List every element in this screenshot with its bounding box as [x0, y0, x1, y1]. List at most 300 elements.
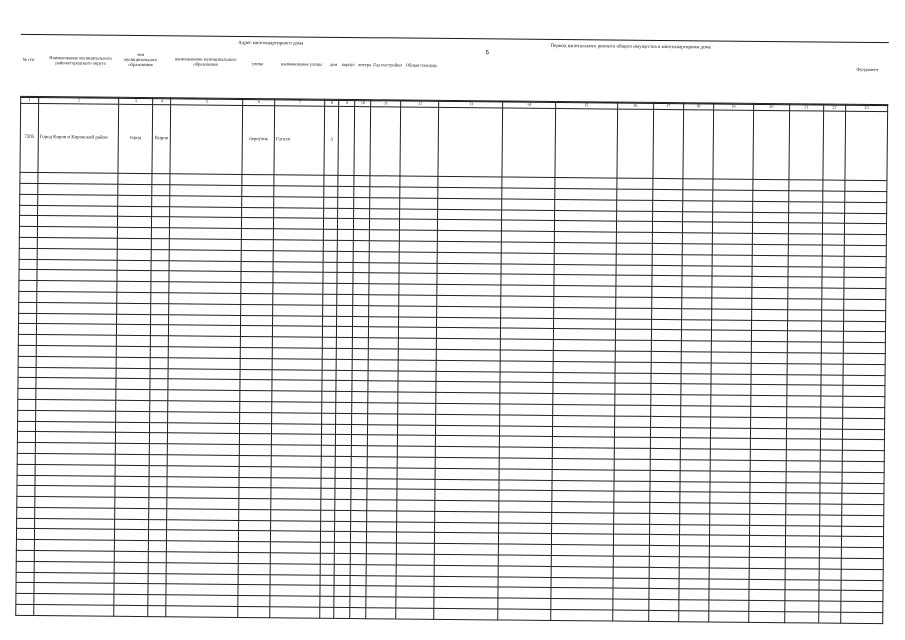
settlement-type-spacer-cell [149, 444, 167, 455]
header-col-house: дом [329, 61, 338, 67]
table-header [20, 34, 889, 106]
municipal-district-cell [34, 540, 114, 552]
street-type-cell [242, 207, 274, 218]
municipal-district-cell [35, 518, 115, 530]
settlement-type-cell [115, 454, 149, 465]
period-meters-cell [750, 439, 786, 450]
period-elevator-cell [680, 427, 710, 438]
litera-cell [353, 316, 369, 327]
row-number-cell [17, 486, 35, 497]
street-name-cell [272, 402, 322, 413]
row-number-cell [20, 205, 38, 216]
settlement-type-spacer-cell [150, 368, 168, 379]
settlement-type-cell [115, 433, 149, 444]
row-number-cell [16, 604, 34, 615]
period-heat-cell [709, 568, 749, 579]
litera-cell [353, 348, 369, 359]
row-number-cell [16, 594, 34, 605]
period-meters-cell [751, 320, 787, 331]
settlement-type-cell [114, 541, 148, 552]
period-elevator-cell [679, 524, 709, 535]
period-foundation-cell [841, 515, 883, 526]
period-meters-cell [750, 482, 786, 493]
column-number: 19 [713, 103, 753, 110]
period-basement-cell [554, 253, 616, 264]
house-number-cell [323, 283, 337, 294]
page-number: 5 [485, 50, 490, 57]
street-name-cell: Гоголя [274, 106, 325, 176]
period-facade-cell [500, 436, 552, 447]
street-name-cell [274, 186, 324, 197]
row-number-cell [17, 442, 35, 453]
period-meters-cell [752, 201, 788, 212]
settlement-type-spacer-cell [148, 584, 166, 595]
period-lifts-cell [822, 202, 844, 213]
period-basement-cell [552, 448, 614, 459]
period-utilities-cell [615, 351, 651, 362]
column-number: 9 [339, 99, 355, 106]
municipal-district-cell [35, 507, 115, 519]
settlement-name-cell [168, 336, 240, 347]
period-fire-cell [786, 428, 820, 439]
period-roof-cell [437, 349, 501, 360]
settlement-type-cell [118, 173, 152, 184]
settlement-type-spacer-cell [151, 293, 169, 304]
period-lifts-cell [820, 439, 842, 450]
period-elevator-cell [680, 470, 710, 481]
period-meters-cell [751, 385, 787, 396]
settlement-name-cell [167, 465, 239, 476]
period-elevator-cell [683, 110, 714, 179]
period-gas-cell [651, 319, 681, 330]
period-meters-cell [749, 525, 785, 536]
period-heat-cell [711, 309, 751, 320]
row-number-cell [17, 507, 35, 518]
column-number: 7 [275, 99, 325, 106]
total-area-cell [396, 597, 434, 608]
row-number-cell [18, 324, 36, 335]
street-name-cell [270, 596, 320, 607]
litera-cell [353, 327, 369, 338]
period-fire-cell [787, 374, 821, 385]
period-heat-cell [709, 546, 749, 557]
total-area-cell [399, 327, 437, 338]
total-area-cell [397, 532, 435, 543]
municipal-district-cell [34, 605, 114, 617]
house-number-cell [320, 575, 334, 586]
period-roof-cell [436, 403, 500, 414]
period-heat-cell [712, 244, 752, 255]
municipal-district-cell [36, 345, 116, 357]
street-name-cell [271, 488, 321, 499]
build-year-cell [370, 219, 400, 230]
street-name-cell [273, 326, 323, 337]
house-number-cell [323, 316, 337, 327]
period-basement-cell [553, 286, 615, 297]
period-facade-cell [499, 479, 551, 490]
settlement-type-spacer-cell [148, 595, 166, 606]
period-meters-cell [751, 309, 787, 320]
period-lifts-cell [822, 223, 844, 234]
house-number-cell [321, 543, 335, 554]
period-heat-cell [712, 190, 752, 201]
period-gas-cell [650, 438, 680, 449]
period-facade-cell [501, 274, 553, 285]
period-heat-cell [711, 363, 751, 374]
period-basement-cell [552, 469, 614, 480]
period-foundation-cell [842, 472, 884, 483]
header-col-basement [557, 62, 619, 63]
period-elevator-cell [680, 395, 710, 406]
header-col-settlement: наименование муниципального образования [174, 56, 237, 67]
period-facade-cell [502, 188, 554, 199]
period-lifts-cell [821, 396, 843, 407]
period-basement-cell [554, 232, 616, 243]
settlement-name-cell [167, 498, 239, 509]
settlement-name-cell [170, 174, 242, 185]
municipal-district-cell [35, 432, 115, 444]
period-elevator-cell [681, 373, 711, 384]
period-basement-cell [550, 599, 612, 610]
period-basement-cell [552, 415, 614, 426]
settlement-name-cell [169, 239, 241, 250]
period-fire-cell [785, 579, 819, 590]
row-number-cell [16, 550, 34, 561]
street-type-cell [238, 553, 270, 564]
period-facade-cell [498, 577, 550, 588]
korpus-cell [335, 456, 351, 467]
litera-cell [354, 176, 370, 187]
municipal-district-cell [37, 270, 117, 282]
period-fire-cell [788, 191, 822, 202]
house-number-cell [322, 402, 336, 413]
settlement-type-cell [115, 519, 149, 530]
period-fire-cell [786, 493, 820, 504]
period-utilities-cell [613, 491, 649, 502]
build-year-cell [369, 251, 399, 262]
street-name-cell [273, 283, 323, 294]
period-meters-cell [753, 180, 789, 191]
korpus-cell [335, 499, 351, 510]
house-number-cell [323, 348, 337, 359]
period-fire-cell [789, 111, 824, 181]
column-number: 3 [119, 97, 153, 104]
house-number-cell [321, 510, 335, 521]
period-meters-cell [751, 342, 787, 353]
settlement-type-spacer-cell [148, 573, 166, 584]
street-name-cell [274, 218, 324, 229]
settlement-type-cell [117, 281, 151, 292]
street-type-cell [240, 423, 272, 434]
period-gas-cell [649, 546, 679, 557]
korpus-cell [337, 262, 353, 273]
total-area-cell [397, 543, 435, 554]
korpus-cell [337, 338, 353, 349]
municipal-district-cell [34, 583, 114, 595]
period-facade-cell [499, 533, 551, 544]
litera-cell [351, 489, 367, 500]
period-foundation-cell [840, 612, 882, 623]
period-foundation-cell [841, 569, 883, 580]
period-elevator-cell [681, 384, 711, 395]
period-fire-cell [787, 299, 821, 310]
period-elevator-cell [681, 341, 711, 352]
house-number-cell [322, 370, 336, 381]
period-facade-cell [501, 361, 553, 372]
street-name-cell [272, 348, 322, 359]
litera-cell [352, 424, 368, 435]
period-fire-cell [787, 342, 821, 353]
header-group-address: Адрес многоквартирного дома [238, 40, 304, 47]
period-facade-cell [502, 177, 554, 188]
period-utilities-cell [616, 232, 652, 243]
municipal-district-cell [37, 302, 117, 314]
row-number-cell [17, 421, 35, 432]
korpus-cell [335, 489, 351, 500]
settlement-type-cell [115, 465, 149, 476]
row-number-cell [17, 518, 35, 529]
settlement-type-spacer-cell [150, 411, 168, 422]
house-number-cell [324, 197, 338, 208]
total-area-cell [399, 306, 437, 317]
street-name-cell [271, 542, 321, 553]
settlement-name-cell [168, 347, 240, 358]
period-elevator-cell [680, 406, 710, 417]
municipal-district-cell [36, 356, 116, 368]
settlement-type-cell [117, 260, 151, 271]
street-name-cell [273, 272, 323, 283]
period-elevator-cell [681, 362, 711, 373]
settlement-type-spacer-cell [151, 249, 169, 260]
settlement-type-spacer-cell [149, 498, 167, 509]
settlement-name-cell [169, 250, 241, 261]
litera-cell [354, 208, 370, 219]
period-facade-cell [502, 210, 554, 221]
period-fire-cell [786, 482, 820, 493]
period-utilities-cell [614, 405, 650, 416]
period-foundation-cell [843, 386, 885, 397]
korpus-cell [337, 305, 353, 316]
period-fire-cell [787, 363, 821, 374]
period-gas-cell [650, 449, 680, 460]
period-gas-cell [651, 287, 681, 298]
street-type-cell [239, 499, 271, 510]
period-facade-cell [502, 108, 555, 178]
street-type-cell [238, 585, 270, 596]
build-year-cell [367, 554, 397, 565]
korpus-cell [337, 316, 353, 327]
row-number-cell [17, 453, 35, 464]
period-facade-cell [502, 199, 554, 210]
municipal-district-cell [37, 291, 117, 303]
total-area-cell [400, 241, 438, 252]
row-number-cell [19, 270, 37, 281]
street-type-cell [241, 315, 273, 326]
period-fire-cell [785, 525, 819, 536]
litera-cell [351, 543, 367, 554]
settlement-name-cell [167, 509, 239, 520]
period-fire-cell [788, 202, 822, 213]
row-number-cell [18, 388, 36, 399]
house-number-cell [324, 219, 338, 230]
period-fire-cell [788, 277, 822, 288]
period-basement-cell [551, 534, 613, 545]
period-utilities-cell [612, 589, 648, 600]
period-roof-cell [434, 598, 498, 609]
korpus-cell [336, 435, 352, 446]
period-foundation-cell [843, 364, 885, 375]
period-utilities-cell [613, 556, 649, 567]
period-heat-cell [710, 427, 750, 438]
korpus-cell [334, 597, 350, 608]
period-lifts-cell [820, 483, 842, 494]
period-fire-cell [785, 504, 819, 515]
period-roof-cell [435, 479, 499, 490]
period-elevator-cell [679, 492, 709, 503]
build-year-cell [369, 273, 399, 284]
column-number: 2 [39, 97, 119, 105]
house-number-cell [323, 273, 337, 284]
period-facade-cell [502, 231, 554, 242]
period-facade-cell [501, 328, 553, 339]
period-fire-cell [788, 266, 822, 277]
period-facade-cell [500, 469, 552, 480]
litera-cell [352, 446, 368, 457]
settlement-type-cell [114, 551, 148, 562]
settlement-type-cell [117, 227, 151, 238]
period-lifts-cell [819, 569, 841, 580]
period-roof-cell [435, 490, 499, 501]
period-foundation-cell [842, 461, 884, 472]
korpus-cell [337, 273, 353, 284]
header-col-municipal: Наименование муниципального района/городского округа [49, 55, 112, 66]
column-number: 12 [401, 100, 439, 107]
period-lifts-cell [819, 547, 841, 558]
period-roof-cell [436, 446, 500, 457]
row-number-cell [17, 475, 35, 486]
period-roof-cell [435, 533, 499, 544]
column-number: 20 [753, 103, 789, 110]
row-number-cell [16, 540, 34, 551]
period-meters-cell [752, 266, 788, 277]
litera-cell [353, 338, 369, 349]
period-foundation-cell [843, 353, 885, 364]
build-year-cell [370, 176, 400, 187]
period-elevator-cell [679, 535, 709, 546]
period-foundation-cell [842, 494, 884, 505]
period-utilities-cell [615, 297, 651, 308]
street-name-cell [272, 369, 322, 380]
settlement-type-spacer-cell [151, 303, 169, 314]
period-elevator-cell [682, 254, 712, 265]
korpus-cell [335, 478, 351, 489]
period-basement-cell [554, 178, 616, 189]
settlement-name-cell [166, 563, 238, 574]
street-type-cell [239, 520, 271, 531]
settlement-type-spacer-cell [149, 487, 167, 498]
street-type-cell [241, 283, 273, 294]
period-gas-cell [651, 330, 681, 341]
settlement-type-spacer-cell [151, 282, 169, 293]
build-year-cell [369, 305, 399, 316]
period-gas-cell [649, 567, 679, 578]
total-area-cell [398, 425, 436, 436]
period-elevator-cell [679, 578, 709, 589]
total-area-cell [397, 565, 435, 576]
period-foundation-cell [842, 418, 884, 429]
period-lifts-cell [822, 277, 844, 288]
street-type-cell [238, 563, 270, 574]
settlement-type-cell [118, 217, 152, 228]
street-name-cell [270, 553, 320, 564]
period-facade-cell [500, 425, 552, 436]
period-roof-cell [435, 522, 499, 533]
period-foundation-cell [845, 111, 888, 181]
period-facade-cell [500, 415, 552, 426]
period-gas-cell [649, 578, 679, 589]
period-heat-cell [709, 514, 749, 525]
municipal-district-cell [36, 335, 116, 347]
period-roof-cell [434, 587, 498, 598]
settlement-type-cell [115, 497, 149, 508]
korpus-cell [337, 327, 353, 338]
period-heat-cell [709, 589, 749, 600]
period-gas-cell [650, 405, 680, 416]
period-elevator-cell [682, 211, 712, 222]
period-lifts-cell [821, 321, 843, 332]
period-meters-cell [749, 547, 785, 558]
period-lifts-cell [822, 288, 844, 299]
period-roof-cell [437, 328, 501, 339]
period-gas-cell [652, 222, 682, 233]
period-heat-cell [712, 222, 752, 233]
street-name-cell [271, 531, 321, 542]
header-col-settlement-type: тип муниципального образования [124, 51, 157, 68]
street-name-cell [271, 510, 321, 521]
house-number-cell [324, 208, 338, 219]
period-meters-cell [751, 331, 787, 342]
street-type-cell [239, 466, 271, 477]
house-number-cell [320, 607, 334, 618]
korpus-cell [338, 208, 354, 219]
settlement-type-cell: город [118, 104, 153, 174]
litera-cell [351, 478, 367, 489]
street-name-cell [272, 412, 322, 423]
period-heat-cell [709, 535, 749, 546]
house-number-cell [321, 532, 335, 543]
settlement-type-cell [117, 271, 151, 282]
period-basement-cell [551, 523, 613, 534]
period-fire-cell [786, 461, 820, 472]
settlement-type-cell [116, 379, 150, 390]
period-roof-cell [436, 425, 500, 436]
row-number-cell [18, 334, 36, 345]
total-area-cell [397, 478, 435, 489]
period-heat-cell [710, 417, 750, 428]
settlement-type-spacer-cell [150, 347, 168, 358]
korpus-cell [335, 467, 351, 478]
street-name-cell [272, 359, 322, 370]
settlement-type-spacer-cell [150, 422, 168, 433]
period-fire-cell [785, 601, 819, 612]
litera-cell [351, 554, 367, 565]
period-roof-cell [436, 371, 500, 382]
municipal-district-cell [36, 399, 116, 411]
period-gas-cell [652, 233, 682, 244]
period-heat-cell [710, 449, 750, 460]
settlement-name-cell [167, 530, 239, 541]
column-number: 13 [439, 100, 503, 108]
